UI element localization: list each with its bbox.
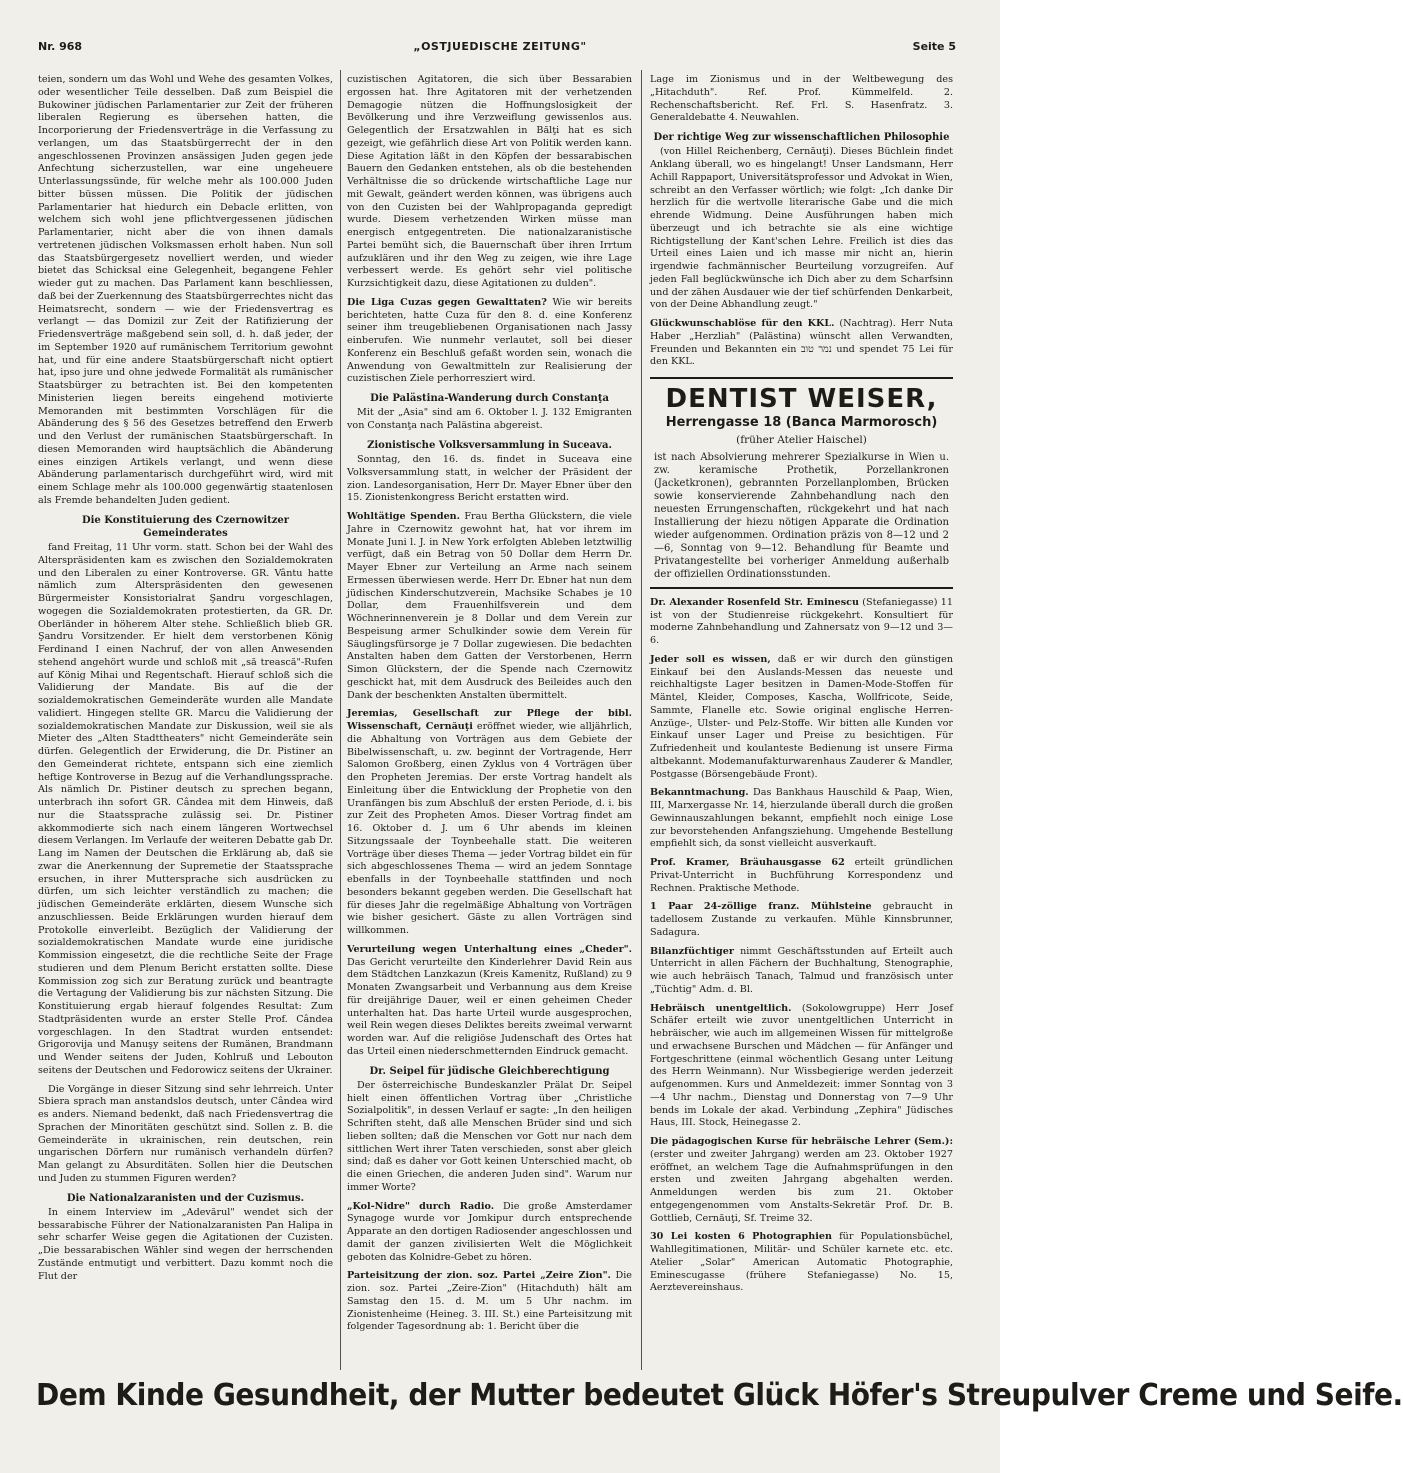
notice: Bekanntmachung. Das Bankhaus Hauschild & Paap, Wien, III, Marxergasse Nr. 14, hierzulande überall durch die großen Gewinnauszahlungen bekannt, empfiehlt noch einige Lose zur bevorstehenden Anfangsziehung. Umgehende Bestellung empfiehlt sich, da sonst vielleicht ausverkauft. bbox=[650, 787, 953, 850]
article-volksversammlung: Zionistische Volksversammlung in Suceava. Sonntag, den 16. ds. findet in Suceava eine Volksversammlung statt, in welcher der Präsident der zion. Landesorganisation, Herr Dr. Mayer Ebner über den 15. Zionistenkongress Bericht erstatten wird. bbox=[347, 439, 632, 504]
dentist-ad bbox=[650, 377, 953, 589]
bottom-advertisement-banner: Dem Kinde Gesundheit, der Mutter bedeutet Glück Höfer's Streupulver Creme und Seife. bbox=[36, 1378, 1403, 1413]
newspaper-name: „OSTJUEDISCHE ZEITUNG" bbox=[413, 40, 587, 53]
notice: Hebräisch unentgeltlich. (Sokolowgruppe) Herr Josef Schäfer erteilt wie zuvor unentgeltlichen Unterricht in hebräischer, wie auch im allgemeinen Wissen für mittelgroße und erwachsene Burschen und Mädchen — für Anfänger und Fortgeschrittene (einmal wöchentlich Gesang unter Leitung des Herrn Weinmann). Nur Wissbegierige werden jederzeit aufgenommen. Kurs und Anmeldezeit: immer Sonntag von 3—4 Uhr nachm., Dienstag und Donnerstag von 7—9 Uhr bends im Lokale der akad. Verbindung „Zephira" Jüdisches Haus, III. Stock, Heinegasse 2. bbox=[650, 1002, 953, 1129]
article-philosophie: Der richtige Weg zur wissenschaftlichen Philosophie (von Hillel Reichenberg, Cernăuţi). Dieses Büchlein findet Anklang überall, wo es hingelangt! Unser Landsmann, Herr Achill Rappaport, Universitätsprofessor und Advokat in Wien, schreibt an den Verfasser wörtlich; wie folgt: „Ich danke Dir herzlich für die wertvolle literarische Gabe und die mich ehrende Widmung. Deine Ausführungen haben mich überzeugt und ich betrachte sie als eine wichtige Richtigstellung der Kant'schen Lehre. Freilich ist dies das Urteil eines Laien und ich masse mir nicht an, hierin irgendwie fachmännischer Beurteilung vorzugreifen. Auf jeden Fall beglückwünsche ich Dich aber zu dem Scharfsinn und der zähen Ausdauer wie der tief schürfenden Denkarbeit, von der Deine Abhandlung zeugt." bbox=[650, 132, 953, 311]
dentist-former: (früher Atelier Haischel) bbox=[736, 433, 867, 446]
article-body: fand Freitag, 11 Uhr vorm. statt. Schon bei der Wahl des Alterspräsidenten kam es zwischen den Sozialdemokraten und den Liberalen zu einer Kontroverse. GR. Vântu hatte nämlich zum Alterspräsidenten den gewesenen Bürgermeister Konsistorialrat Şandru vorgeschlagen, wogegen die Sozialdemokraten protestierten, da GR. Dr. Oberländer in höherem Alter stehe. Schließlich blieb GR. Şandru Vorsitzender. Er hielt dem verstorbenen König Ferdinand I einen Nachruf, der von allen Anwesenden stehend angehört wurde und schloß mit „să trească"-Rufen auf König Mihai und Regentschaft. Hierauf schloß sich die Validierung der Mandate. Bis auf die der sozialdemokratischen Gemeinderäte wurden alle Mandate validiert. Hingegen stellte GR. Marcu die Validierung der sozialdemokratischen Mandate zur Diskussion, weil sie als Mieter des „Alten Stadttheaters" nicht Gemeinderäte sein dürfen. Gelegentlich der Erwiderung, die Dr. Pistiner an den Gemeinderat richtete, entspann sich eine ziemlich heftige Kontroverse in Bezug auf die Verhandlungssprache. Als nämlich Dr. Pistiner deutsch zu sprechen begann, unterbrach ihn sofort GR. Cândea mit dem Hinweis, daß nur die Staatssprache zulässig sei. Dr. Pistiner akkommodierte sich nach einem längeren Wortwechsel diesem Verlangen. Im Verlaufe der weiteren Debatte gab Dr. Lang im Namen der Deutschen die Erklärung ab, daß sie zwar die Anerkennung der Supremetie der Staatssprache ersuchen, in ihrer Muttersprache sich ausdrücken zu dürfen, um sich leichter verständlich zu machen; die jüdischen Gemeinderäte erklärten, diesem Wunsche sich anzuschliessen. Beide Erklärungen wurden hierauf dem Protokolle einverleibt. Bezüglich der Validierung der sozialdemokratischen Mandate wurde eine juridische Kommission eingesetzt, die die rechtliche Seite der Frage studieren und dem Plenum Bericht erstatten sollte. Diese Kommission zog sich zur Beratung zurück und beantragte die Vertagung der Validierung bis zur nächsten Sitzung. Die Konstituierung ergab hierauf folgendes Resultat: Zum Stadtpräsidenten wurde an erster Stelle Prof. Cândea vorgeschlagen. In den Stadtrat wurden entsendet: Grigorovija und Manuşy seitens der Rumänen, Brandmann und Wender seitens der Juden, Kohlruß und Lebouton seitens der Deutschen und Fedorowicz seitens der Ukrainer. bbox=[38, 542, 333, 1076]
notice: Jeder soll es wissen, daß er wir durch den günstigen Einkauf bei den Auslands-Messen das neueste und reichhaltigste Lager besitzen in Damen-Mode-Stoffen für Mäntel, Kleider, Composes, Kascha, Wollfricote, Seide, Sammte, Flanelle etc. Sowie original englische Herren-Anzüge-, Ulster- und Pelz-Stoffe. Wir bitten alle Kunden vor Einkauf unser Lager und Preise zu besichtigen. Für Zufriedenheit und koulanteste Bedienung ist unsere Firma altbekannt. Modemanufakturwarenhaus Zauderer & Mandler, Postgasse (Börsengebäude Front). bbox=[650, 653, 953, 780]
article-nationalzaranisten bbox=[38, 1192, 333, 1284]
notice: 1 Paar 24-zöllige franz. Mühlsteine gebraucht in tadellosem Zustande zu verkaufen. Mühle Kinnsbrunner, Sadagura. bbox=[650, 901, 953, 938]
column-3 bbox=[650, 74, 953, 1374]
article-seipel: Dr. Seipel für jüdische Gleichberechtigung Der österreichische Bundeskanzler Prälat Dr. Seipel hielt einen öffentlichen Vortrag über „Christliche Sozialpolitik", in dessen Verlauf er sagte: „In den heiligen Schriften steht, daß alle Menschen Brüder sind und sich lieben sollten; daß die Menschen vor Gott nur nach dem sittlichen Wert ihrer Taten verschieden, sonst aber gleich sind; daß es daher vor Gott keinen Unterschied macht, ob die einen Griechen, die anderen Juden sind". Warum nur immer Worte? bbox=[347, 1065, 632, 1193]
column-1 bbox=[38, 74, 333, 1374]
notice: Dr. Alexander Rosenfeld Str. Eminescu (Stefaniegasse) 11 ist von der Studienreise rückgekehrt. Konsultiert für moderne Zahnbehandlung und Zahnersatz von 9—12 und 3—6. bbox=[650, 596, 953, 647]
column-divider bbox=[340, 70, 341, 1370]
notice: Prof. Kramer, Bräuhausgasse 62 erteilt gründlichen Privat-Unterricht in Buchführung Korrespondenz und Rechnen. Praktische Methode. bbox=[650, 857, 954, 894]
article-zeire-zion: Parteisitzung der zion. soz. Partei „Zeire Zion". Die zion. soz. Partei „Zeire-Zion" (Hitachduth) hält am Samstag den 15. d. M. um 5 Uhr nachm. im Zionistenheime (Heineg. 3. III. St.) eine Parteisitzung mit folgender Tagesordnung ab: 1. Bericht über die bbox=[347, 1270, 632, 1333]
notice: Bilanzfüchtiger nimmt Geschäftsstunden auf Erteilt auch Unterricht in allen Fächern der Buchhaltung, Stenographie, wie auch hebräisch Tanach, Talmud und französisch unter „Tüchtig" Adm. d. Bl. bbox=[650, 945, 953, 995]
dentist-address: Herrengasse 18 (Banca Marmorosch) bbox=[665, 414, 938, 430]
article-title: Die Nationalzaranisten und der Cuzismus. bbox=[66, 1192, 305, 1204]
page-number: Seite 5 bbox=[912, 40, 956, 53]
paragraph: cuzistischen Agitatoren, die sich über Bessarabien ergossen hat. Ihre Agitatoren mit der verhetzenden Demagogie nützen die Hoffnungslosigkeit der Bevölkerung und ihre Verzweiflung gewissenlos aus. Gelegentlich der Ersatzwahlen in Bălţi hat es sich gezeigt, wie gefährlich diese Art von Politik werden kann. Diese Agitation läßt in den Köpfen der bessarabischen Bauern den Gedanken entstehen, als ob die bestehenden Verhältnisse die so drückende wirtschaftliche Lage nur mit Gewalt, geändert werden können, was übrigens auch von den Cuzisten bei der Wahlpropaganda gepredigt wurde. Diesem verhetzenden Wirken müsse man energisch entgegentreten. Die nationalzaranistische Partei bemüht sich, die Bauernschaft über ihren Irrtum aufzuklären und ihr den Weg zu zeigen, wie ihre Lage verbessert werde. Es gehört sehr viel politische Kurzsichtigkeit dazu, diese Agitationen zu dulden". bbox=[347, 74, 632, 289]
notice: 30 Lei kosten 6 Photographien für Populationsbüchel, Wahllegitimationen, Militär- und Schüler karnete etc. etc. Atelier „Solar" American Automatic Photographie, Eminescugasse (frühere Stefaniegasse) No. 15, Aerztevereinshaus. bbox=[650, 1231, 953, 1294]
article-jeremias: Jeremias, Gesellschaft zur Pflege der bibl. Wissenschaft, Cernăuţi eröffnet wieder, wie alljährlich, die Abhaltung von Vorträgen aus dem Gebiete der Bibelwissenschaft, u. zw. beginnt der Vortragende, Herr Salomon Großberg, einen Zyklus von 4 Vorträgen über den Propheten Jeremias. Der erste Vortrag handelt als Einleitung über die Entwicklung der Prophetie von den Uranfängen bis zum Abschluß der ersten Periode, d. i. bis zur Zeit des Propheten Amos. Dieser Vortrag findet am 16. Oktober d. J. um 6 Uhr abends im kleinen Sitzungssaale der Toynbeehalle statt. Die weiteren Vorträge über dieses Thema — jeder Vortrag bildet ein für sich abgeschlossenes Thema — wird an jedem Sonntage ebenfalls in der Toynbeehalle stattfinden und noch besonders bekannt gegeben werden. Die Gesellschaft hat für dieses Jahr die regelmäßige Abhaltung von Vorträgen wie bisher gesichert. Gäste zu allen Vorträgen sind willkommen. bbox=[347, 708, 632, 937]
article-palaestina-wanderung: Die Palästina-Wanderung durch Constanţa Mit der „Asia" sind am 6. Oktober l. J. 132 Emigranten von Constanţa nach Palästina abgereist. bbox=[347, 393, 632, 432]
paragraph: Die Vorgänge in dieser Sitzung sind sehr lehrreich. Unter Sbiera sprach man anstandslos deutsch, unter Cândea wird es anders. Niemand bedenkt, daß nach Friedensvertrag die Sprachen der Minoritäten geschützt sind. Sollen z. B. die Gemeinderäte in ukrainischen, rein deutschen, rein ungarischen Dörfern nur rumänisch verhandeln dürfen? Man gelangt zu Absurditäten. Sollen hier die Deutschen und Juden zu stummen Figuren werden? bbox=[38, 1083, 333, 1184]
article-gemeinderat bbox=[38, 514, 333, 1078]
dentist-title: DENTIST WEISER, bbox=[665, 384, 938, 415]
paragraph: Lage im Zionismus und in der Weltbewegung des „Hitachduth". Ref. Prof. Kümmelfeld. 2. Rechenschaftsbericht. Ref. Frl. S. Hasenfratz. 3. Generaldebatte 4. Neuwahlen. bbox=[650, 74, 953, 124]
article-liga-cuza: Die Liga Cuzas gegen Gewalttaten? Wie wir bereits berichteten, hatte Cuza für den 8. d. eine Konferenz seiner ihm treugebliebenen Organisationen nach Jassy einberufen. Wie nunmehr verlautet, soll bei dieser Konferenz ein Beschluß gefaßt worden sein, wonach die Anwendung von Gewaltmitteln zur Realisierung der cuzistischen Ziele perhorresziert wird. bbox=[347, 296, 632, 385]
column-divider bbox=[641, 70, 642, 1370]
article-cheder: Verurteilung wegen Unterhaltung eines „Cheder". Das Gericht verurteilte den Kinderlehrer David Rein aus dem Städtchen Lanzkazun (Kreis Kamenitz, Rußland) zu 9 Monaten Zwangsarbeit und Verbannung aus dem Kreise für dreijährige Dauer, weil er einen geheimen Cheder unterhalten hat. Das harte Urteil wurde ausgesprochen, weil Rein wegen dieses Deliktes bereits zweimal verwarnt worden war. Auf die religiöse Judenschaft des Ortes hat das Urteil einen niederschmetternden Eindruck gemacht. bbox=[347, 943, 632, 1057]
article-body: In einem Interview im „Adevărul" wendet sich der bessarabische Führer der Nationalzaranisten Pan Halipa in sehr scharfer Weise gegen die Agitationen der Cuzisten. „Die bessarabischen Wähler sind wegen der herrschenden Zustände entmutigt und verbittert. Dazu kommt noch die Flut der bbox=[38, 1206, 333, 1282]
notice: Die pädagogischen Kurse für hebräische Lehrer (Sem.): (erster und zweiter Jahrgang) werden am 23. Oktober 1927 eröffnet, an welchem Tage die Aufnahmsprüfungen in den ersten und zweiten Jahrgang abgehalten werden. Anmeldungen werden bis zum 21. Oktober entgegengenommen vom Anstalts-Sekretär Prof. Dr. B. Gottlieb, Cernăuţi, Sf. Treime 32. bbox=[650, 1136, 953, 1224]
column-2 bbox=[347, 74, 632, 1374]
article-title: Die Konstituierung des Czernowitzer Gemeinderates bbox=[81, 514, 290, 539]
issue-number: Nr. 968 bbox=[38, 40, 83, 53]
paragraph: teien, sondern um das Wohl und Wehe des gesamten Volkes, oder wesentlicher Teile desselben. Daß zum Beispiel die Bukowiner jüdischen Parlamentarier zur Zeit der früheren liberalen Regierung es übersehen hatten, die Incorporierung der Friedensverträge in die Verfassung zu verlangen, um das Staatsbürgerrecht der in den angeschlossenen Provinzen ansässigen Juden gegen jede Anfechtung sicherzustellen, war eine ungeheuere Unterlassungssünde, für welche mehr als 100.000 Juden bitter büssen müssen. Die Politik der jüdischen Parlamentarier hat hiedurch ein Debacle erlitten, von welchem sich wohl jene pflichtvergessenen jüdischen Parlamentarier, nicht aber die von ihnen damals vertretenen jüdischen Volksmassen erholt haben. Nun soll das Staatsbürgergesetz novelliert werden, und wieder bietet das Schicksal eine Gelegenheit, begangene Fehler wieder gut zu machen. Das Parlament kann beschliessen, daß bei der Zuerkennung des Staatsbürgerrechtes nicht das Heimatsrecht, sondern — wie der Friedensvertrag es verlangt — das Domizil zur Zeit der Ratifizierung der Friedensverträge maßgebend sein soll, d. h. daß jeder, der im September 1920 auf rumänischem Territorium gewohnt hat, und für eine andere Staatsbürgerschaft nicht optiert hat, ipso jure und ohne jedwede Formalität als rumänischer Staatsbürger zu betrachten ist. Bei den kompetenten Ministerien liegen bereits eingehend motivierte Memoranden mit bestimmten Vorschlägen für die Abänderung des § 56 des Gesetzes betreffend den Erwerb und den Verlust der rumänischen Staatsbürgerschaft. In diesen Memoranden wird hauptsächlich die Abänderung eines einzigen Artikels verlangt, und wenn diese Abänderung parlamentarisch durchgeführt wird, wird mit einem Schlage mehr als 100.000 gegenwärtig staatenlosen als Fremde behandelten Juden gedient. bbox=[38, 74, 333, 506]
article-spenden: Wohltätige Spenden. Frau Bertha Glückstern, die viele Jahre in Czernowitz gewohnt hat, hat vor ihrem im Monate Juni l. J. in New York erfolgten Ableben letztwillig verfügt, daß ein Betrag von 50 Dollar dem Herrn Dr. Mayer Ebner zur Verteilung an Arme nach seinem Ermessen überwiesen werde. Herr Dr. Ebner hat nun dem jüdischen Kinderschutzverein, Machsike Schabes je 10 Dollar, dem Frauenhilfsverein und dem Wöchnerinnenverein je 8 Dollar und dem Verein zur Bespeisung armer Schulkinder sowie dem Verein für Säuglingsfürsorge je 7 Dollar zugewiesen. Die bedachten Anstalten haben dem Gatten der Verstorbenen, Herrn Simon Glückstern, der die Spende nach Czernowitz geschickt hat, mit dem Ausdruck des Beileides auch den Dank der beschenkten Anstalten übermittelt. bbox=[347, 511, 632, 701]
article-kol-nidre: „Kol-Nidre" durch Radio. Die große Amsterdamer Synagoge wurde vor Jomkipur durch entsprechende Apparate an den dortigen Radiosender angeschlossen und damit der ganzen zivilisierten Welt die Möglichkeit geboten das Kolnidre-Gebet zu hören. bbox=[347, 1200, 632, 1263]
article-glueckwunsch: Glückwunschablöse für den KKL. (Nachtrag). Herr Nuta Haber „Herzliah" (Palästina) wünscht allen Verwandten, Freunden und Bekannten ein נמר טוב und spendet 75 Lei für den KKL. bbox=[650, 318, 953, 368]
dentist-body: ist nach Absolvierung mehrerer Spezialkurse in Wien u. zw. keramische Prothetik, Porzellankronen (Jacketkronen), gebrannten Porzellanplomben, Brücken sowie konservierende Zahnbehandlung nach den neuesten Errungenschaften, rückgekehrt und hat nach Installierung der hiezu nötigen Apparate die Ordination wieder aufgenommen. Ordination präzis von 8—12 und 2—6, Sonntag von 9—12. Behandlung für Beamte und Privatangestellte bei vorheriger Anmeldung außerhalb der offiziellen Ordinationsstunden. bbox=[654, 451, 949, 580]
